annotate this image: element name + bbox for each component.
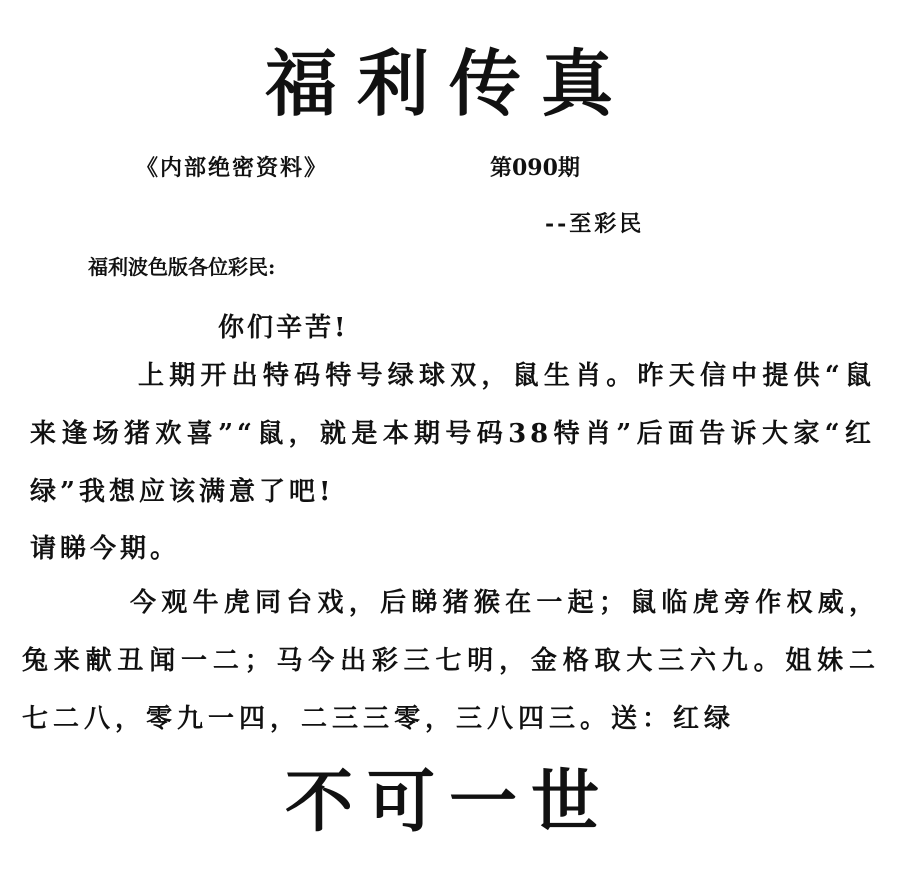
letter-greeting: 福利波色版各位彩民: <box>88 255 276 279</box>
subtitle: 《内部绝密资料》 <box>136 155 329 181</box>
paragraph-intro: 请睇今期。 <box>30 534 181 564</box>
paragraph-previous-result: 上期开出特码特号绿球双，鼠生肖。昨天信中提供“鼠来逢场猪欢喜”“鼠，就是本期号码38特肖”后面告诉大家“红绿”我想应该满意了吧! <box>30 361 875 507</box>
paragraph-poem: 今观牛虎同台戏，后睇猪猴在一起；鼠临虎旁作权威，兔来献丑闻一二；马今出彩三七明，金格取大三六九。姐妹二七二八，零九一四，二三三零，三八四三。送：红绿 <box>22 588 880 734</box>
page-title: 福利传真 <box>264 41 633 126</box>
letter-salute: 你们辛苦! <box>218 313 349 343</box>
addressee-line: --至彩民 <box>545 211 645 237</box>
issue-number: 第090期 <box>490 155 580 181</box>
footer-motto: 不可一世 <box>284 762 613 842</box>
